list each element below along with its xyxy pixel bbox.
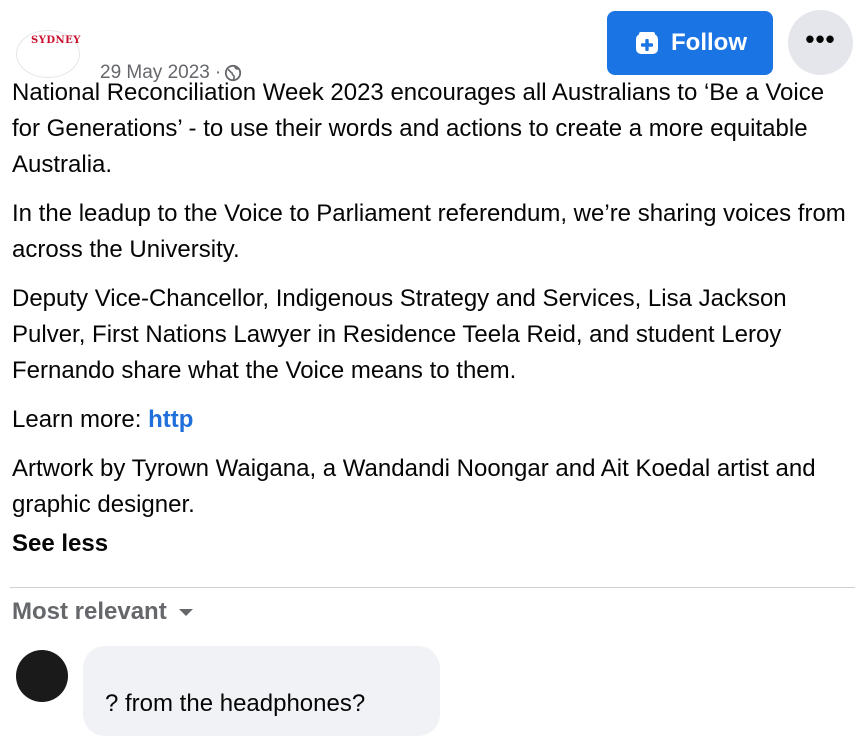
follow-plus-icon — [633, 29, 661, 57]
logo-text: SYDNEY — [31, 35, 81, 46]
learn-more-line — [12, 402, 857, 438]
post-paragraph: National Reconciliation Week 2023 encourages all Australians to ‘Be a Voice for Generations’ - to use their words and actions to create a more equitable Australia. — [12, 79, 825, 178]
post-body — [12, 75, 857, 523]
post-paragraph: Artwork by Tyrown Waigana, a Wandandi Noongar and Ait Koedal artist and graphic designer. — [12, 455, 816, 518]
post-paragraph: In the leadup to the Voice to Parliament referendum, we’re sharing voices from across the University. — [12, 200, 846, 263]
meta-separator: · — [214, 62, 222, 83]
comment-text: ? from the headphones? — [105, 690, 366, 717]
follow-button[interactable] — [607, 11, 773, 75]
see-less-button[interactable]: See less — [12, 530, 109, 557]
divider — [10, 587, 855, 588]
follow-label: Follow — [671, 29, 747, 56]
learn-more-label: Learn more: — [12, 406, 142, 433]
more-options-button[interactable] — [788, 10, 853, 75]
comment-sort-dropdown[interactable] — [12, 598, 195, 626]
commenter-avatar[interactable] — [16, 680, 68, 702]
commenter-avatar-image — [16, 650, 68, 702]
university-logo — [16, 30, 80, 78]
learn-more-link[interactable]: http — [148, 406, 194, 433]
post-paragraph: Deputy Vice-Chancellor, Indigenous Strategy and Services, Lisa Jackson Pulver, First Nations Lawyer in Residence Teela Reid, and student Leroy Fernando share what the Voice means to them. — [12, 285, 787, 384]
post-date[interactable]: 29 May 2023 — [100, 62, 210, 83]
more-options-icon: ••• — [805, 23, 836, 54]
sort-label: Most relevant — [12, 598, 167, 625]
caret-down-icon — [177, 603, 195, 621]
